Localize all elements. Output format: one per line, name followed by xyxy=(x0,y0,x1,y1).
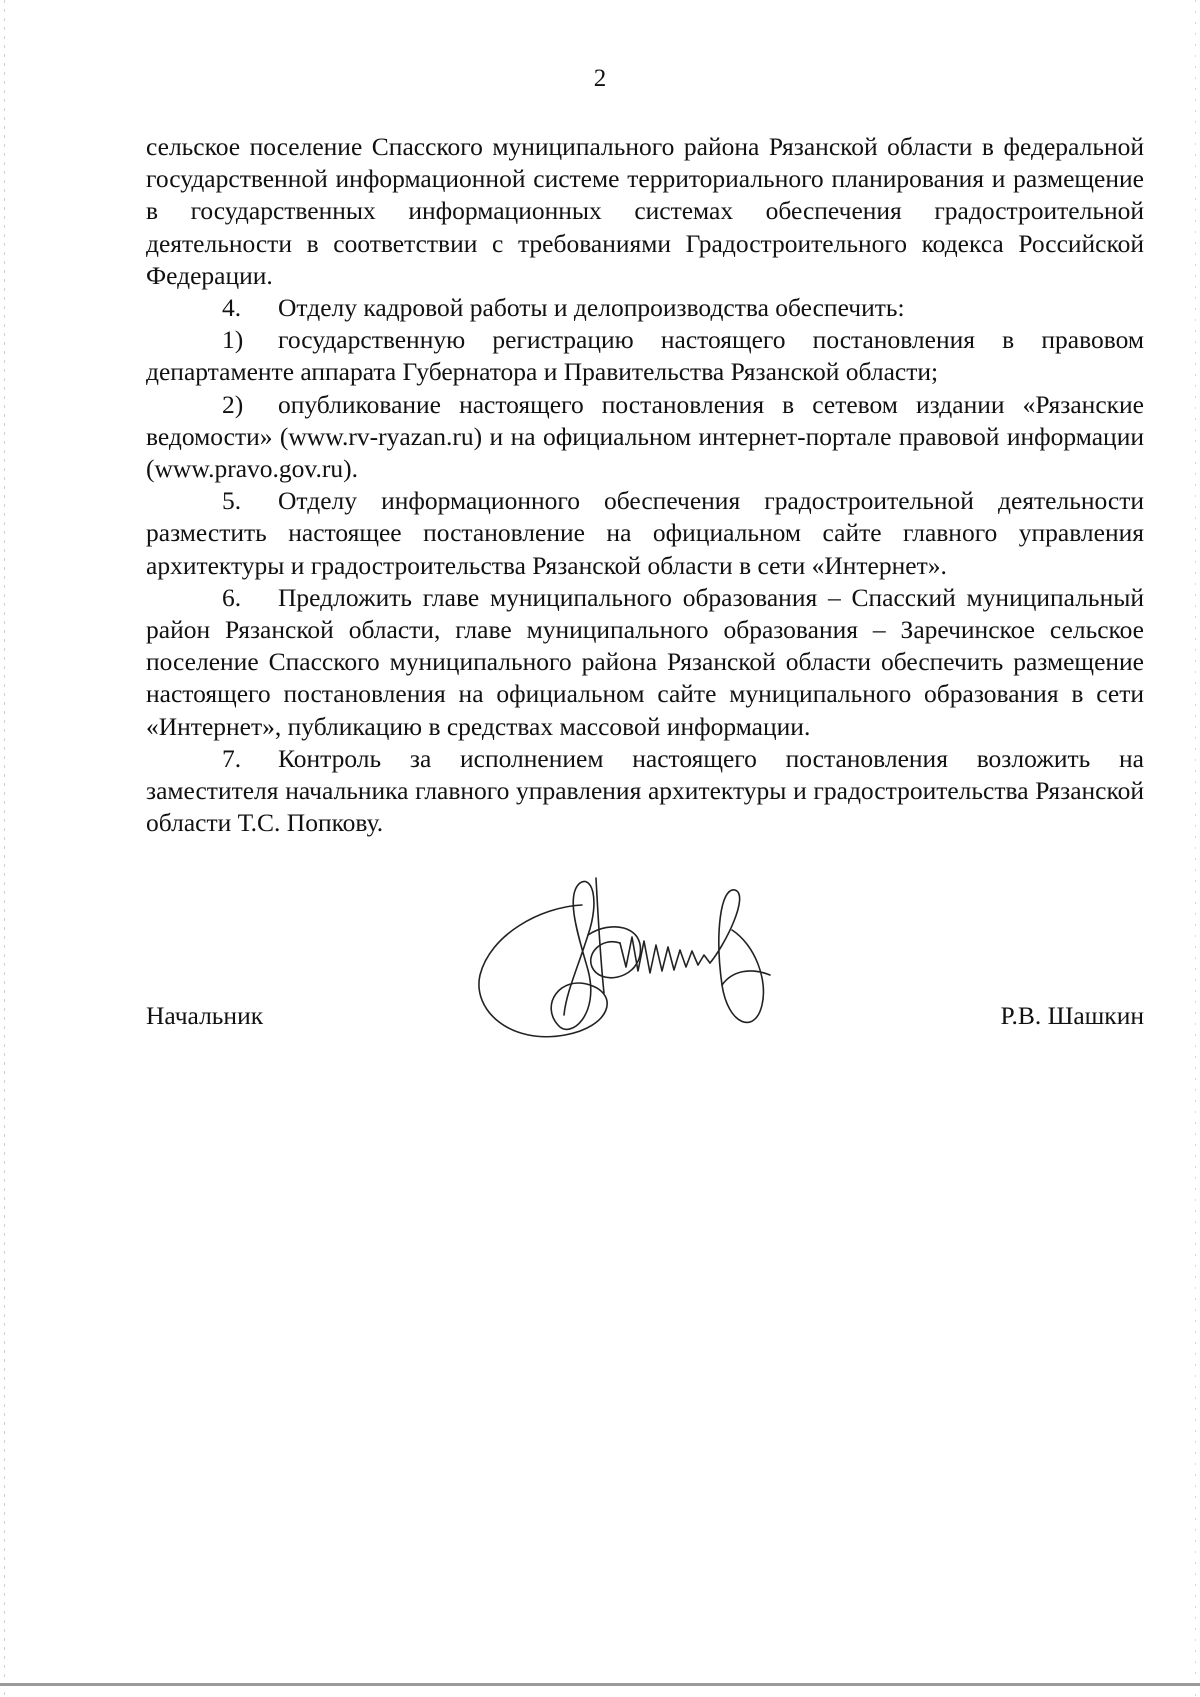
paragraph-item-6 xyxy=(146,582,1144,743)
signature-block xyxy=(146,1000,1144,1040)
signatory-name: Р.В. Шашкин xyxy=(1000,1001,1144,1030)
paragraph-subitem-2 xyxy=(146,389,1144,486)
paragraph-text: Отделу информационного обеспечения градостроительной деятельности разместить настоящее постановление на официальном сайте главного управления архитектуры и градостроительства Рязанской области в сети «Интернет». xyxy=(146,486,1144,580)
paragraph-text: Контроль за исполнением настоящего постановления возложить на заместителя начальника главного управления архитектуры и градостроительства Рязанской области Т.С. Попкову. xyxy=(146,743,1144,838)
paragraph-item-5 xyxy=(146,485,1144,582)
signatory-position: Начальник xyxy=(146,1001,264,1030)
handwritten-signature xyxy=(470,875,800,1075)
item-number: 5. xyxy=(222,486,242,516)
page-number: 2 xyxy=(593,65,607,92)
paragraph-text: государственную регистрацию настоящего постановления в правовом департаменте аппарата Губернатора и Правительства Рязанской области; xyxy=(146,325,1144,387)
item-number: 6. xyxy=(222,582,242,612)
item-number: 7. xyxy=(222,743,242,773)
paragraph-text: Отделу кадровой работы и делопроизводства обеспечить: xyxy=(278,293,905,323)
paragraph-text: опубликование настоящего постановления в сетевом издании «Рязанские ведомости» (www.rv-ryazan.ru) и на официальном интернет-портале правовой информации (www.pravo.gov.ru). xyxy=(146,389,1144,484)
paragraph-item-7 xyxy=(146,743,1144,840)
scan-edge-right xyxy=(1195,0,1196,1697)
item-number: 2) xyxy=(222,389,244,419)
paragraph-text: сельское поселение Спасского муниципального района Рязанской области в федеральной государственной информационной системе территориального планирования и размещение в государственных информационных системах обеспечения градостроительной деятельности в соответствии с требованиями Градостроительного кодекса Российской Федерации. xyxy=(146,132,1144,290)
paragraph-item-4 xyxy=(146,292,1144,324)
paragraph-continuation xyxy=(146,131,1144,292)
scan-bottom-edge xyxy=(0,1683,1200,1686)
item-number: 4. xyxy=(222,293,242,323)
scan-edge-left xyxy=(4,0,5,1697)
paragraph-text: Предложить главе муниципального образования – Спасский муниципальный район Рязанской области, главе муниципального образования – Заречинское сельское поселение Спасского муниципального района Рязанской области обеспечить размещение настоящего постановления на официальном сайте муниципального образования в сети «Интернет», публикацию в средствах массовой информации. xyxy=(146,582,1144,741)
paragraph-subitem-1 xyxy=(146,324,1144,388)
item-number: 1) xyxy=(222,325,244,355)
document-body xyxy=(146,131,1144,839)
